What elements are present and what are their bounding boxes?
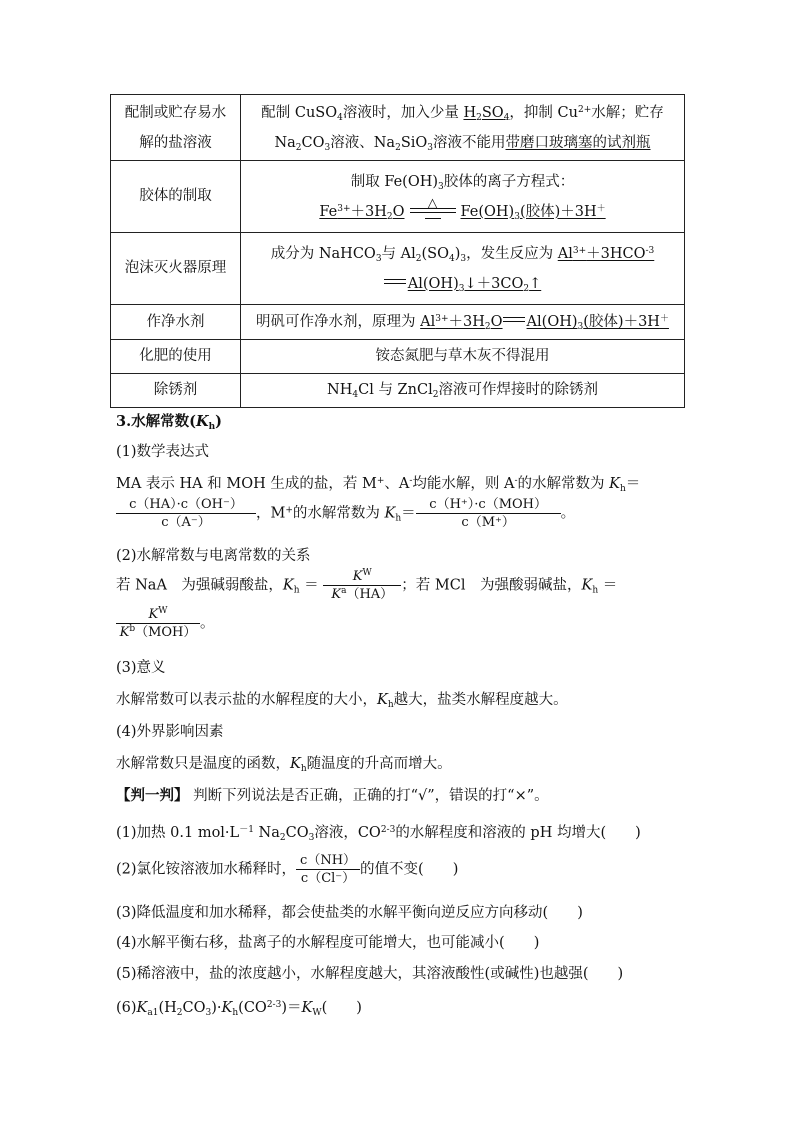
fraction-nh4-over-cl: $\frac{c(NH)}{c(Cl^-)}$ [296, 852, 360, 887]
paragraph: MA 表示 HA 和 MOH 生成的盐，若 M+、A-均能水解，则 A-的水解常数为 $K_h=$ [116, 476, 641, 494]
fraction-ka-of-anion: $\frac{c(HA)\cdot c(OH^-)}{c(A^-)}$ [116, 496, 256, 531]
row-key-line: 解的盐溶液 [139, 134, 212, 151]
table-row [111, 95, 685, 161]
row-value-line [245, 269, 680, 299]
underlined-answer: $Al^{3+}+3H_2O$ $Al(OH)_3$(胶体)＋3H＋ [420, 314, 669, 332]
row-value-cell [241, 305, 685, 340]
judge-heading: 【判一判】 判断下列说法是否正确，正确的打“√”，错误的打“×”。 [116, 787, 549, 804]
row-value-cell: 铵态氮肥与草木灰不得混用 [241, 340, 685, 374]
row-value-cell [241, 161, 685, 233]
row-value-line: 成分为 NaHCO$_3$与 $Al_2(SO_4)_3$，发生反应为 $Al^{3+}+3HCO^{-3}$ [270, 245, 655, 264]
subsection-title: (1)数学表达式 [116, 444, 210, 460]
fraction-kh-of-cation: $\frac{\text{c（H⁺）·c（MOH）}}{c(M^+)}$ [416, 496, 561, 531]
table-row [111, 305, 685, 340]
table-row [111, 374, 685, 408]
judge-item: (3)降低温度和加水稀释，都会使盐类的水解平衡向逆反应方向移动( ) [116, 905, 583, 921]
judge-item: (2)氯化铵溶液加水稀释时， $\frac{c(NH)}{c(Cl^-)}$ 的值不变( ) [116, 853, 459, 886]
row-value-line: 制取 $Fe(OH)_3$胶体的离子方程式： [350, 173, 575, 192]
row-key-cell: 胶体的制取 [111, 161, 241, 233]
formula-line: 若 NaA 为强碱弱酸盐，$K_h$ ＝ $\frac{K^W}{K^a(HA)}$ ；若 MCl 为强酸弱碱盐，$K_h$ ＝ [116, 568, 618, 602]
row-value-line: $Na_2CO_3$溶液、$Na_2SiO_3$溶液不能用带磨口玻璃塞的试剂瓶 [274, 134, 651, 153]
fraction-kh-naa: $\frac{K^W}{K^a(HA)}$ [323, 568, 401, 603]
formula-line: $\frac{c(HA)\cdot c(OH^-)}{c(A^-)}$ ，M+的水解常数为 $K_h=$ $\frac{\text{c（H⁺）·c（MOH）}}{c(M^+)}$ 。 [116, 496, 575, 531]
underlined-answer: $Al(OH)_3↓+3CO_2↑$ [384, 276, 541, 292]
section-title: 3.水解常数$(K_h)$ [116, 413, 223, 432]
fraction-kh-mcl: $\frac{K^W}{K^b(MOH)}$ [116, 606, 200, 641]
underlined-answer: $Al^{3+}+3HCO^{-3}$ [557, 245, 655, 262]
paragraph: 水解常数可以表示盐的水解程度的大小，$K_h$越大，盐类水解程度越大。 [116, 692, 568, 710]
row-key-cell: 除锈剂 [111, 374, 241, 408]
judge-item: (1)加热 0.1 $mol\cdot L^{-1}$ $Na_2CO_3$溶液，CO$^{2-3}$的水解程度和溶液的 pH 均增大( ) [116, 825, 641, 843]
row-key-cell: 化肥的使用 [111, 340, 241, 374]
row-key-cell: 作净水剂 [111, 305, 241, 340]
ionic-equation: $Fe^{3+}+3H_2O$ △ $Fe(OH)_3$(胶体)＋3H＋ [319, 195, 606, 222]
row-value-cell [241, 95, 685, 161]
row-value-cell [241, 233, 685, 305]
row-value-line: 配制 CuSO$_4$溶液时，加入少量 $H_2SO_4$，抑制 $Cu^{2+}$水解；贮存 [261, 104, 664, 123]
formula-line: $\frac{K^W}{K^b(MOH)}$ 。 [116, 606, 215, 641]
subsection-title: (4)外界影响因素 [116, 724, 224, 740]
subsection-title: (3)意义 [116, 660, 166, 676]
paragraph: 水解常数只是温度的函数，$K_h$随温度的升高而增大。 [116, 756, 452, 774]
row-value-cell: $NH_4Cl$ 与 ZnCl$_2$溶液可作焊接时的除锈剂 [241, 374, 685, 408]
judge-item: (4)水解平衡右移，盐离子的水解程度可能增大，也可能减小( ) [116, 935, 540, 951]
judge-item: (5)稀溶液中，盐的浓度越小，水解程度越大，其溶液酸性(或碱性)也越强( ) [116, 966, 624, 982]
row-key-line: 配制或贮存易水 [124, 104, 227, 121]
table-row [111, 233, 685, 305]
table-row [111, 161, 685, 233]
hydrolysis-applications-table [110, 94, 685, 408]
heating-condition-sign: △ [407, 198, 459, 220]
underlined-answer: $H_2SO_4$ [463, 104, 510, 123]
row-key-cell: 泡沫灭火器原理 [111, 233, 241, 305]
table-row [111, 340, 685, 374]
row-value-line: 明矾可作净水剂，原理为 $Al^{3+}+3H_2O$ $Al(OH)_3$(胶体)＋3H＋ [256, 314, 669, 332]
subsection-title: (2)水解常数与电离常数的关系 [116, 548, 311, 564]
judge-item: $(6)K_{a1}(H_2CO_3)\cdot K_h(CO^{2-3})=K_W$( ) [116, 1000, 362, 1018]
underlined-answer: 带磨口玻璃塞的试剂瓶 [505, 134, 651, 151]
row-key-cell [111, 95, 241, 161]
